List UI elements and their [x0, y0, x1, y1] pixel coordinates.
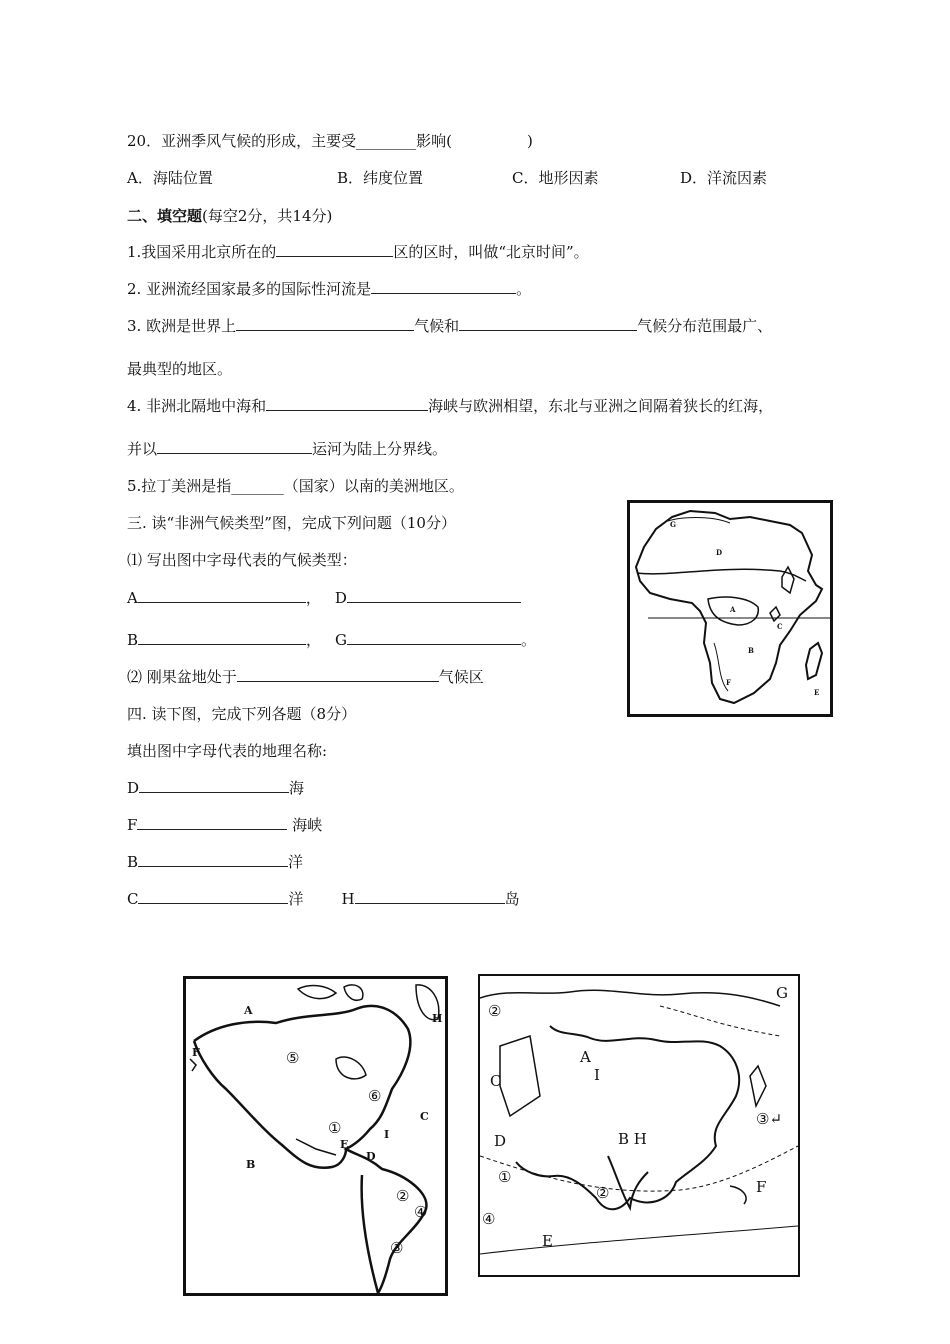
sub2-pre: ⑵ 刚果盆地处于 [127, 668, 237, 686]
s4-suffix-h: 岛 [504, 890, 520, 908]
americas-label-2: ② [396, 1187, 410, 1205]
section2-title: 二、填空题 [127, 207, 203, 225]
blank-b[interactable] [138, 630, 306, 645]
fill-q4-blank-1[interactable] [266, 396, 428, 411]
asia-label-f: F [756, 1178, 767, 1196]
africa-label-d: D [716, 548, 723, 557]
asia-label-d: D [494, 1132, 507, 1150]
asia-label-a: A [580, 1048, 591, 1066]
americas-map [183, 976, 448, 1296]
fill-q4-post: 海峡与欧洲相望，东北与亚洲之间隔着狭长的红海， [428, 397, 774, 415]
section4-title: 四. 读下图，完成下列各题（8分） [127, 705, 357, 723]
section4-row-c-h [127, 889, 520, 909]
fill-q3-blank-1[interactable] [236, 316, 414, 331]
blank-g[interactable] [347, 630, 521, 645]
section2-note: (每空2分，共14分) [202, 207, 333, 225]
q20-option-b: B．纬度位置 [337, 169, 424, 187]
americas-label-i: I [384, 1128, 390, 1141]
fill-q3-post: 气候分布范围最广、 [637, 317, 773, 335]
americas-label-f: F [192, 1046, 200, 1059]
section4-row-b [127, 852, 303, 872]
asia-label-c: C [490, 1072, 502, 1090]
asia-label-bh: B H [618, 1130, 647, 1148]
s4-letter-b: B [127, 853, 139, 871]
fill-q5: 5.拉丁美洲是指_______（国家）以南的美洲地区。 [127, 477, 464, 495]
s4-letter-h: H [341, 890, 355, 908]
fill-q4-pre: 4. 非洲北隔地中海和 [127, 397, 267, 415]
asia-label-g: G [776, 984, 788, 1002]
q20-option-d: D．洋流因素 [680, 169, 768, 187]
fill-q4-blank-2[interactable] [157, 439, 312, 454]
asia-label-3: ③↵ [756, 1110, 783, 1128]
americas-label-d: D [366, 1150, 376, 1163]
q20-option-c: C．地形因素 [512, 169, 599, 187]
asia-label-1: ① [498, 1168, 512, 1186]
fill-q2-blank[interactable] [371, 279, 516, 294]
americas-label-c: C [420, 1110, 429, 1123]
s4-blank-b[interactable] [138, 852, 288, 867]
fill-q3-blank-2[interactable] [459, 316, 637, 331]
asia-label-i: I [594, 1066, 600, 1084]
fill-q1-pre: 1.我国采用北京所在的 [127, 243, 277, 261]
americas-label-6: ⑥ [368, 1087, 382, 1105]
label-d: D [334, 589, 347, 607]
blank-a[interactable] [138, 588, 306, 603]
section3-row1 [127, 588, 521, 608]
end-mark: 。 [521, 631, 537, 649]
s4-suffix-f: 海峡 [287, 816, 323, 834]
section4-instruction: 填出图中字母代表的地理名称: [127, 742, 328, 760]
americas-label-b: B [246, 1158, 256, 1171]
americas-label-e: E [340, 1138, 349, 1151]
africa-label-c: C [777, 622, 783, 631]
label-g: G [335, 631, 348, 649]
fill-q2 [127, 279, 531, 299]
section3-sub1: ⑴ 写出图中字母代表的气候类型： [127, 551, 357, 569]
asia-label-e: E [542, 1232, 553, 1250]
label-b: B [127, 631, 139, 649]
s4-blank-f[interactable] [137, 815, 287, 830]
fill-q2-post: 。 [516, 280, 532, 298]
s4-blank-c[interactable] [138, 889, 288, 904]
s4-suffix-d: 海 [289, 779, 305, 797]
q20-option-a: A．海陆位置 [127, 169, 213, 187]
americas-label-h: H [432, 1012, 443, 1025]
blank-congo[interactable] [237, 667, 439, 682]
q20-stem: 20．亚洲季风气候的形成，主要受________影响( ) [127, 132, 533, 150]
americas-label-a: A [244, 1004, 253, 1017]
africa-label-a: A [730, 605, 736, 614]
s4-suffix-c: 洋 [288, 890, 304, 908]
africa-label-b: B [748, 646, 754, 655]
asia-label-4: ④ [482, 1210, 496, 1228]
s4-blank-d[interactable] [139, 778, 289, 793]
americas-outline [186, 979, 445, 1293]
africa-climate-map [627, 500, 833, 717]
fill-q4-cont-pre: 并以 [127, 440, 158, 458]
fill-q3-pre: 3. 欧洲是世界上 [127, 317, 237, 335]
fill-q1 [127, 242, 589, 262]
americas-label-5: ⑤ [286, 1049, 300, 1067]
africa-label-e: E [814, 688, 820, 697]
label-a: A [127, 589, 138, 607]
blank-d[interactable] [347, 588, 521, 603]
sub2-post: 气候区 [438, 668, 484, 686]
section3-title: 三. 读“非洲气候类型”图，完成下列问题（10分） [127, 514, 456, 532]
asia-label-2-top: ② [488, 1002, 502, 1020]
s4-letter-c: C [127, 890, 139, 908]
africa-label-f: F [726, 678, 731, 687]
section3-row2 [127, 630, 536, 650]
section3-sub2 [127, 667, 484, 687]
fill-q1-post: 区的区时，叫做“北京时间”。 [393, 243, 589, 261]
s4-letter-f: F [127, 816, 138, 834]
fill-q1-blank[interactable] [276, 242, 393, 257]
americas-label-1: ① [328, 1119, 342, 1137]
sep-1: ， [305, 589, 321, 607]
sep-2: ， [306, 631, 322, 649]
asia-outline [480, 976, 798, 1275]
asia-label-2: ② [596, 1184, 610, 1202]
africa-label-g: G [670, 520, 676, 529]
s4-letter-d: D [127, 779, 140, 797]
fill-q4-cont-post: 运河为陆上分界线。 [312, 440, 448, 458]
fill-q3-cont: 最典型的地区。 [127, 360, 233, 378]
fill-q4 [127, 396, 773, 416]
fill-q2-pre: 2. 亚洲流经国家最多的国际性河流是 [127, 280, 372, 298]
fill-q3 [127, 316, 772, 336]
section4-row-f [127, 815, 322, 835]
section4-row-d [127, 778, 304, 798]
section2-heading [127, 206, 332, 226]
americas-label-3: ③ [390, 1239, 404, 1257]
asia-map [478, 974, 800, 1277]
americas-label-4: ④ [414, 1203, 428, 1221]
s4-suffix-b: 洋 [288, 853, 304, 871]
fill-q4-cont [127, 439, 447, 459]
s4-blank-h[interactable] [355, 889, 505, 904]
fill-q3-mid: 气候和 [414, 317, 460, 335]
